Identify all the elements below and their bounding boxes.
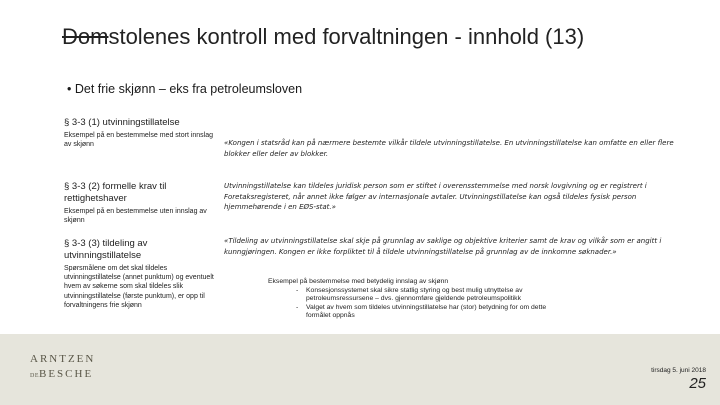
section-1-subtext: Eksempel på en bestemmelse med stort innslag av skjønn xyxy=(64,132,214,149)
example-item: - Konsesjonssystemet skal sikre statlig styring og best mulig utnyttelse av petroleumsressursene – dvs. gjennomføre gjeldende petroleumspolitikk xyxy=(306,287,562,304)
section-3-heading: § 3-3 (3) tildeling av utvinningstillatelse xyxy=(64,238,148,261)
example-list xyxy=(262,287,562,321)
logo-besche: BESCHE xyxy=(39,368,94,380)
page-number: 25 xyxy=(689,375,706,392)
section-2-subtext: Eksempel på en bestemmelse uten innslag av skjønn xyxy=(64,208,207,225)
section-3-subtext: Spørsmålene om det skal tildeles utvinningstillatelse (annet punktum) og eventuelt hvem av søkerne som skal tildeles slik utvinningstillatelse (første punktum), er opp til forvaltningens frie skjønn xyxy=(64,265,214,309)
logo-de: DE xyxy=(30,373,39,379)
title-strike: Dom xyxy=(62,24,109,49)
section-2-quote: Utvinningstillatelse kan tildeles juridisk person som er stiftet i overensstemmelse med norsk lovgivning og er registrert i Foretaksregisteret, når annet ikke følger av internasjonale avtaler. Utvinningstillatelse kan også tildeles fysisk person hjemmehørende i en EØS-stat.» xyxy=(224,182,647,211)
section-3-quote: «Tildeling av utvinningstillatelse skal skje på grunnlag av saklige og objektive kriterier samt de krav og vilkår som er angitt i kunngjøringen. Kongen er ikke forpliktet til å tildele utvinningstillatelse på grunnlag av de innkomne søknader.» xyxy=(224,237,662,256)
title-rest: stolenes kontroll med forvaltningen - innhold (13) xyxy=(108,24,585,49)
bullet-point: • Det frie skjønn – eks fra petroleumsloven xyxy=(67,82,303,96)
example-block xyxy=(262,278,562,321)
section-1-heading: § 3-3 (1) utvinningstillatelse xyxy=(64,117,180,128)
slide-title xyxy=(62,24,702,50)
logo-line-1: ARNTZEN xyxy=(30,353,96,365)
example-lead: Eksempel på bestemmelse med betydelig innslag av skjønn xyxy=(268,278,449,285)
section-2-heading: § 3-3 (2) formelle krav til rettighetshaver xyxy=(64,181,167,204)
company-logo xyxy=(30,353,140,380)
logo-line-2 xyxy=(30,368,140,380)
section-3-label xyxy=(64,238,214,310)
section-1-quote: «Kongen i statsråd kan på nærmere bestemte vilkår tildele utvinningstillatelse. En utvinningstillatelse kan omfatte en eller flere blokker eller deler av blokker. xyxy=(224,139,674,158)
example-item: - Valget av hvem som tildeles utvinningstillatelse har (stor) betydning for om dette formålet oppnås xyxy=(306,304,562,321)
section-2-label xyxy=(64,181,214,225)
slide-date: tirsdag 5. juni 2018 xyxy=(651,367,706,374)
section-1-label xyxy=(64,117,214,149)
